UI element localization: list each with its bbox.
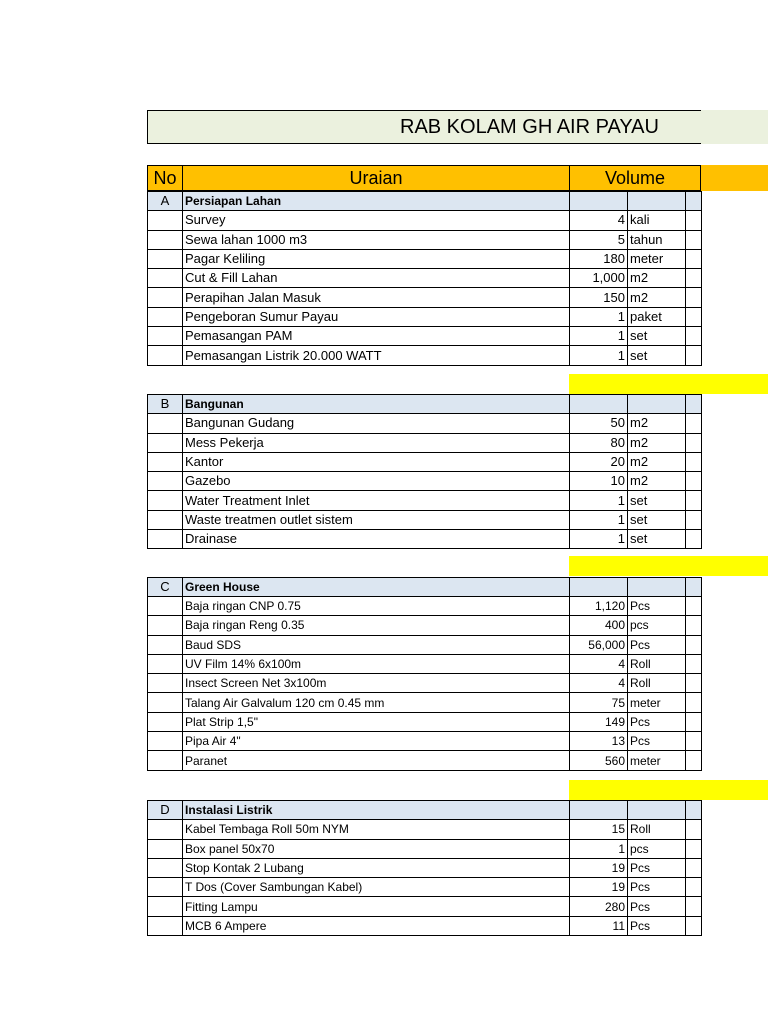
- item-description-cell[interactable]: Sewa lahan 1000 m3: [183, 230, 570, 249]
- table-row: [148, 732, 702, 751]
- item-description-cell[interactable]: Perapihan Jalan Masuk: [183, 288, 570, 307]
- item-quantity-cell[interactable]: 13: [570, 732, 628, 751]
- table-row: [148, 878, 702, 897]
- empty-cell[interactable]: [686, 510, 702, 529]
- item-description-cell[interactable]: Stop Kontak 2 Lubang: [183, 858, 570, 877]
- item-description-cell[interactable]: Paranet: [183, 751, 570, 770]
- row-no-cell[interactable]: [148, 327, 183, 346]
- table-row: [148, 858, 702, 877]
- row-no-cell[interactable]: [148, 674, 183, 693]
- empty-cell[interactable]: [628, 577, 686, 596]
- subtotal-highlight-cell[interactable]: [569, 374, 768, 394]
- row-no-cell[interactable]: [148, 858, 183, 877]
- item-description-cell[interactable]: Pagar Keliling: [183, 249, 570, 268]
- item-unit-cell[interactable]: set: [628, 530, 686, 549]
- item-unit-cell[interactable]: m2: [628, 472, 686, 491]
- table-row: [148, 452, 702, 471]
- empty-cell[interactable]: [686, 269, 702, 288]
- item-quantity-cell[interactable]: 1: [570, 839, 628, 858]
- item-unit-cell[interactable]: Pcs: [628, 858, 686, 877]
- item-description-cell[interactable]: Insect Screen Net 3x100m: [183, 674, 570, 693]
- item-description-cell[interactable]: Cut & Fill Lahan: [183, 269, 570, 288]
- section-table-d: [147, 800, 702, 936]
- row-no-cell[interactable]: [148, 510, 183, 529]
- row-no-cell[interactable]: [148, 288, 183, 307]
- empty-cell[interactable]: [686, 192, 702, 211]
- item-quantity-cell[interactable]: 180: [570, 249, 628, 268]
- empty-cell[interactable]: [686, 674, 702, 693]
- item-unit-cell[interactable]: Pcs: [628, 712, 686, 731]
- empty-cell[interactable]: [686, 288, 702, 307]
- item-unit-cell[interactable]: set: [628, 346, 686, 365]
- item-description-cell[interactable]: Pemasangan Listrik 20.000 WATT: [183, 346, 570, 365]
- item-description-cell[interactable]: Kantor: [183, 452, 570, 471]
- item-quantity-cell[interactable]: 1,000: [570, 269, 628, 288]
- empty-cell[interactable]: [686, 452, 702, 471]
- section-table-a: [147, 191, 702, 366]
- item-unit-cell[interactable]: Pcs: [628, 916, 686, 935]
- item-unit-cell[interactable]: Pcs: [628, 878, 686, 897]
- empty-cell[interactable]: [686, 616, 702, 635]
- item-quantity-cell[interactable]: 1: [570, 530, 628, 549]
- empty-cell[interactable]: [686, 346, 702, 365]
- item-description-cell[interactable]: Box panel 50x70: [183, 839, 570, 858]
- item-quantity-cell[interactable]: 1: [570, 491, 628, 510]
- item-description-cell[interactable]: Mess Pekerja: [183, 433, 570, 452]
- item-description-cell[interactable]: Survey: [183, 211, 570, 230]
- section-code-cell[interactable]: D: [148, 801, 183, 820]
- item-description-cell[interactable]: T Dos (Cover Sambungan Kabel): [183, 878, 570, 897]
- subtotal-highlight-cell[interactable]: [569, 780, 768, 800]
- item-quantity-cell[interactable]: 11: [570, 916, 628, 935]
- item-unit-cell[interactable]: Pcs: [628, 635, 686, 654]
- item-quantity-cell[interactable]: 400: [570, 616, 628, 635]
- item-description-cell[interactable]: MCB 6 Ampere: [183, 916, 570, 935]
- item-description-cell[interactable]: Plat Strip 1,5": [183, 712, 570, 731]
- item-unit-cell[interactable]: kali: [628, 211, 686, 230]
- item-unit-cell[interactable]: m2: [628, 414, 686, 433]
- item-unit-cell[interactable]: tahun: [628, 230, 686, 249]
- item-quantity-cell[interactable]: 560: [570, 751, 628, 770]
- table-row: [148, 211, 702, 230]
- empty-cell[interactable]: [686, 635, 702, 654]
- section-header-row: [148, 577, 702, 596]
- empty-cell[interactable]: [686, 433, 702, 452]
- row-no-cell[interactable]: [148, 230, 183, 249]
- empty-cell[interactable]: [686, 491, 702, 510]
- item-unit-cell[interactable]: set: [628, 491, 686, 510]
- item-description-cell[interactable]: Baja ringan CNP 0.75: [183, 596, 570, 615]
- table-row: [148, 839, 702, 858]
- item-description-cell[interactable]: UV Film 14% 6x100m: [183, 654, 570, 673]
- empty-cell[interactable]: [686, 878, 702, 897]
- item-description-cell[interactable]: Drainase: [183, 530, 570, 549]
- empty-cell[interactable]: [686, 577, 702, 596]
- empty-cell[interactable]: [686, 472, 702, 491]
- table-row: [148, 916, 702, 935]
- row-no-cell[interactable]: [148, 616, 183, 635]
- empty-cell[interactable]: [686, 307, 702, 326]
- section-table-c: [147, 577, 702, 771]
- item-description-cell[interactable]: Bangunan Gudang: [183, 414, 570, 433]
- table-row: [148, 596, 702, 615]
- table-row: [148, 693, 702, 712]
- item-quantity-cell[interactable]: 1: [570, 346, 628, 365]
- item-description-cell[interactable]: Gazebo: [183, 472, 570, 491]
- empty-cell[interactable]: [686, 596, 702, 615]
- empty-cell[interactable]: [628, 192, 686, 211]
- row-no-cell[interactable]: [148, 452, 183, 471]
- empty-cell[interactable]: [686, 327, 702, 346]
- empty-cell[interactable]: [628, 801, 686, 820]
- item-unit-cell[interactable]: pcs: [628, 839, 686, 858]
- table-row: [148, 674, 702, 693]
- table-row: [148, 751, 702, 770]
- table-row: [148, 530, 702, 549]
- row-no-cell[interactable]: [148, 491, 183, 510]
- item-quantity-cell[interactable]: 4: [570, 654, 628, 673]
- table-row: [148, 616, 702, 635]
- header-volume: Volume: [569, 165, 701, 191]
- row-no-cell[interactable]: [148, 839, 183, 858]
- empty-cell[interactable]: [686, 249, 702, 268]
- section-code-cell[interactable]: B: [148, 395, 183, 414]
- empty-cell[interactable]: [686, 230, 702, 249]
- item-quantity-cell[interactable]: 4: [570, 674, 628, 693]
- empty-cell[interactable]: [686, 751, 702, 770]
- item-quantity-cell[interactable]: 150: [570, 288, 628, 307]
- item-quantity-cell[interactable]: 1,120: [570, 596, 628, 615]
- empty-cell[interactable]: [686, 395, 702, 414]
- empty-cell[interactable]: [570, 192, 628, 211]
- row-no-cell[interactable]: [148, 732, 183, 751]
- item-quantity-cell[interactable]: 20: [570, 452, 628, 471]
- empty-cell[interactable]: [686, 897, 702, 916]
- section-name-cell[interactable]: Bangunan: [183, 395, 570, 414]
- item-unit-cell[interactable]: meter: [628, 249, 686, 268]
- item-description-cell[interactable]: Baja ringan Reng 0.35: [183, 616, 570, 635]
- table-row: [148, 433, 702, 452]
- subtotal-highlight-cell[interactable]: [569, 556, 768, 576]
- item-unit-cell[interactable]: pcs: [628, 616, 686, 635]
- section-name-cell[interactable]: Instalasi Listrik: [183, 801, 570, 820]
- item-quantity-cell[interactable]: 4: [570, 211, 628, 230]
- table-row: [148, 269, 702, 288]
- row-no-cell[interactable]: [148, 693, 183, 712]
- item-unit-cell[interactable]: set: [628, 327, 686, 346]
- empty-cell[interactable]: [686, 712, 702, 731]
- section-code-cell[interactable]: C: [148, 577, 183, 596]
- row-no-cell[interactable]: [148, 269, 183, 288]
- empty-cell[interactable]: [686, 732, 702, 751]
- section-header-row: [148, 395, 702, 414]
- empty-cell[interactable]: [686, 530, 702, 549]
- empty-cell[interactable]: [628, 395, 686, 414]
- item-description-cell[interactable]: Pengeboran Sumur Payau: [183, 307, 570, 326]
- item-description-cell[interactable]: Waste treatmen outlet sistem: [183, 510, 570, 529]
- item-description-cell[interactable]: Water Treatment Inlet: [183, 491, 570, 510]
- item-unit-cell[interactable]: meter: [628, 751, 686, 770]
- table-row: [148, 635, 702, 654]
- row-no-cell[interactable]: [148, 916, 183, 935]
- header-no: No: [147, 165, 182, 191]
- empty-cell[interactable]: [686, 693, 702, 712]
- item-unit-cell[interactable]: Roll: [628, 820, 686, 839]
- item-description-cell[interactable]: Talang Air Galvalum 120 cm 0.45 mm: [183, 693, 570, 712]
- section-name-cell[interactable]: Persiapan Lahan: [183, 192, 570, 211]
- row-no-cell[interactable]: [148, 654, 183, 673]
- item-description-cell[interactable]: Baud SDS: [183, 635, 570, 654]
- row-no-cell[interactable]: [148, 820, 183, 839]
- item-unit-cell[interactable]: Roll: [628, 654, 686, 673]
- row-no-cell[interactable]: [148, 712, 183, 731]
- item-unit-cell[interactable]: Pcs: [628, 732, 686, 751]
- empty-cell[interactable]: [686, 858, 702, 877]
- table-row: [148, 327, 702, 346]
- item-description-cell[interactable]: Pipa Air 4": [183, 732, 570, 751]
- table-row: [148, 346, 702, 365]
- item-unit-cell[interactable]: paket: [628, 307, 686, 326]
- table-row: [148, 472, 702, 491]
- table-row: [148, 288, 702, 307]
- item-unit-cell[interactable]: m2: [628, 269, 686, 288]
- table-row: [148, 820, 702, 839]
- row-no-cell[interactable]: [148, 472, 183, 491]
- item-unit-cell[interactable]: set: [628, 510, 686, 529]
- item-quantity-cell[interactable]: 1: [570, 510, 628, 529]
- empty-cell[interactable]: [570, 577, 628, 596]
- row-no-cell[interactable]: [148, 414, 183, 433]
- empty-cell[interactable]: [570, 395, 628, 414]
- item-quantity-cell[interactable]: 1: [570, 307, 628, 326]
- item-unit-cell[interactable]: meter: [628, 693, 686, 712]
- section-header-row: [148, 192, 702, 211]
- item-quantity-cell[interactable]: 10: [570, 472, 628, 491]
- table-row: [148, 510, 702, 529]
- section-table-b: [147, 394, 702, 549]
- item-description-cell[interactable]: Pemasangan PAM: [183, 327, 570, 346]
- item-quantity-cell[interactable]: 5: [570, 230, 628, 249]
- table-row: [148, 712, 702, 731]
- row-no-cell[interactable]: [148, 596, 183, 615]
- empty-cell[interactable]: [686, 839, 702, 858]
- item-quantity-cell[interactable]: 1: [570, 327, 628, 346]
- item-quantity-cell[interactable]: 149: [570, 712, 628, 731]
- empty-cell[interactable]: [686, 654, 702, 673]
- item-unit-cell[interactable]: Pcs: [628, 596, 686, 615]
- item-quantity-cell[interactable]: 280: [570, 897, 628, 916]
- item-description-cell[interactable]: Kabel Tembaga Roll 50m NYM: [183, 820, 570, 839]
- section-name-cell[interactable]: Green House: [183, 577, 570, 596]
- row-no-cell[interactable]: [148, 878, 183, 897]
- item-unit-cell[interactable]: m2: [628, 452, 686, 471]
- item-quantity-cell[interactable]: 80: [570, 433, 628, 452]
- item-unit-cell[interactable]: m2: [628, 288, 686, 307]
- item-unit-cell[interactable]: Pcs: [628, 897, 686, 916]
- item-quantity-cell[interactable]: 56,000: [570, 635, 628, 654]
- empty-cell[interactable]: [686, 211, 702, 230]
- item-description-cell[interactable]: Fitting Lampu: [183, 897, 570, 916]
- table-row: [148, 414, 702, 433]
- row-no-cell[interactable]: [148, 249, 183, 268]
- item-quantity-cell[interactable]: 19: [570, 878, 628, 897]
- empty-cell[interactable]: [686, 414, 702, 433]
- section-header-row: [148, 801, 702, 820]
- empty-cell[interactable]: [686, 801, 702, 820]
- table-row: [148, 249, 702, 268]
- item-unit-cell[interactable]: m2: [628, 433, 686, 452]
- header-uraian: Uraian: [182, 165, 569, 191]
- item-quantity-cell[interactable]: 50: [570, 414, 628, 433]
- table-row: [148, 230, 702, 249]
- sheet-title: RAB KOLAM GH AIR PAYAU: [400, 116, 659, 138]
- empty-cell[interactable]: [570, 801, 628, 820]
- empty-cell[interactable]: [686, 916, 702, 935]
- row-no-cell[interactable]: [148, 211, 183, 230]
- section-code-cell[interactable]: A: [148, 192, 183, 211]
- row-no-cell[interactable]: [148, 751, 183, 770]
- row-no-cell[interactable]: [148, 635, 183, 654]
- row-no-cell[interactable]: [148, 433, 183, 452]
- table-row: [148, 307, 702, 326]
- table-row: [148, 654, 702, 673]
- item-unit-cell[interactable]: Roll: [628, 674, 686, 693]
- item-quantity-cell[interactable]: 19: [570, 858, 628, 877]
- row-no-cell[interactable]: [148, 897, 183, 916]
- row-no-cell[interactable]: [148, 307, 183, 326]
- row-no-cell[interactable]: [148, 530, 183, 549]
- table-row: [148, 491, 702, 510]
- item-quantity-cell[interactable]: 75: [570, 693, 628, 712]
- item-quantity-cell[interactable]: 15: [570, 820, 628, 839]
- empty-cell[interactable]: [686, 820, 702, 839]
- table-row: [148, 897, 702, 916]
- row-no-cell[interactable]: [148, 346, 183, 365]
